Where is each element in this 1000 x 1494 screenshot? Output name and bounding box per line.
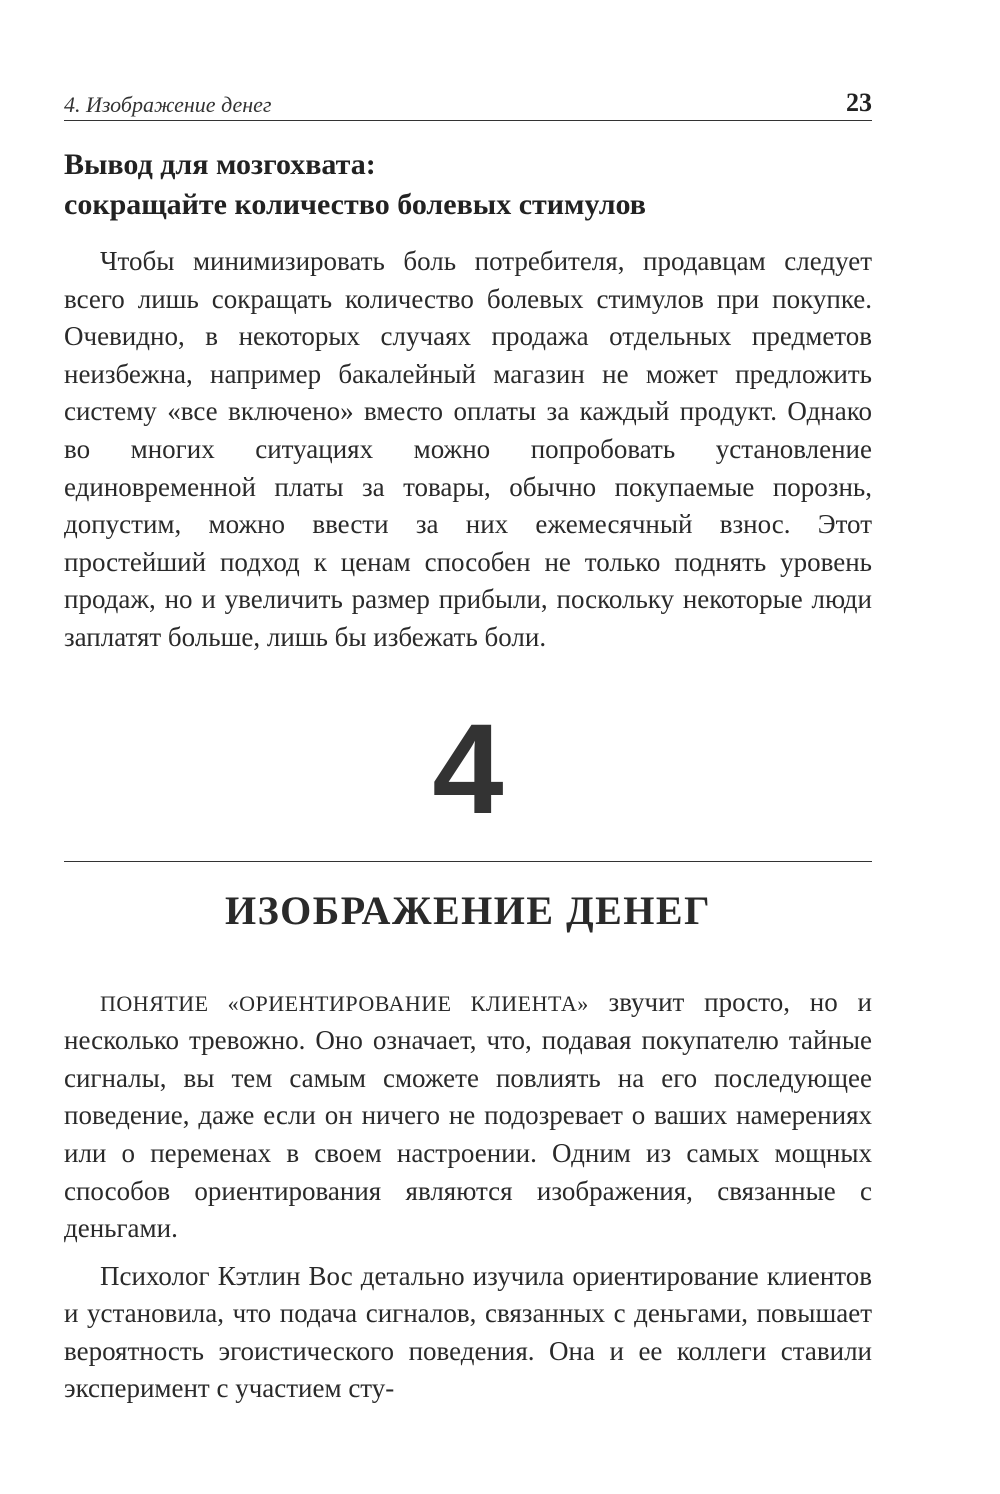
chapter-paragraph-1-text: звучит просто, но и несколько тревожно. Оно означает, что, подавая покупателю тайные сигналы, вы тем самым сможете повлиять на его последующее поведение, даже если он ничего не подозревает о ваших намерениях или о переменах в своем настроении. Одним из самых мощных способов ориентирования являются изображения, связанные с деньгами. xyxy=(64,986,872,1244)
book-page xyxy=(64,86,872,1408)
chapter-number: 4 xyxy=(432,697,504,841)
chapter-divider xyxy=(64,861,872,862)
chapter-title: ИЗОБРАЖЕНИЕ ДЕНЕГ xyxy=(224,887,712,933)
section-paragraph: Чтобы минимизировать боль потребителя, продавцам следует всего лишь сокращать количество болевых стимулов при покупке. Очевидно, в некоторых случаях продажа отдельных предметов неизбежна, например бакалейный магазин не может предложить систему «все включено» вместо оплаты за каждый продукт. Однако во многих ситуациях можно попробовать установление единовременной платы за товары, обычно покупаемые порознь, допустим, можно ввести за них ежемесячный взнос. Этот простейший подход к ценам способен не только поднять уровень продаж, но и увеличить размер прибыли, поскольку некоторые люди заплатят больше, лишь бы избежать боли. xyxy=(64,246,872,652)
section-heading xyxy=(64,145,872,225)
section-heading-line-1: Вывод для мозгохвата: xyxy=(64,148,376,181)
section-heading-line-2: сокращайте количество болевых стимулов xyxy=(64,188,646,221)
chapter-paragraph-1 xyxy=(64,984,872,1248)
page-number: 23 xyxy=(846,88,872,117)
chapter-paragraph-1-lead-in: ПОНЯТИЕ «ОРИЕНТИРОВАНИЕ КЛИЕНТА» xyxy=(100,990,589,1016)
running-header xyxy=(64,86,872,121)
chapter-paragraph-2: Психолог Кэтлин Вос детально изучила ориентирование клиентов и установила, что подача сигналов, связанных с деньгами, повышает вероятность эгоистического поведения. Она и ее коллеги ставили эксперимент с участием сту- xyxy=(64,1260,872,1404)
running-title: 4. Изображение денег xyxy=(64,92,272,117)
